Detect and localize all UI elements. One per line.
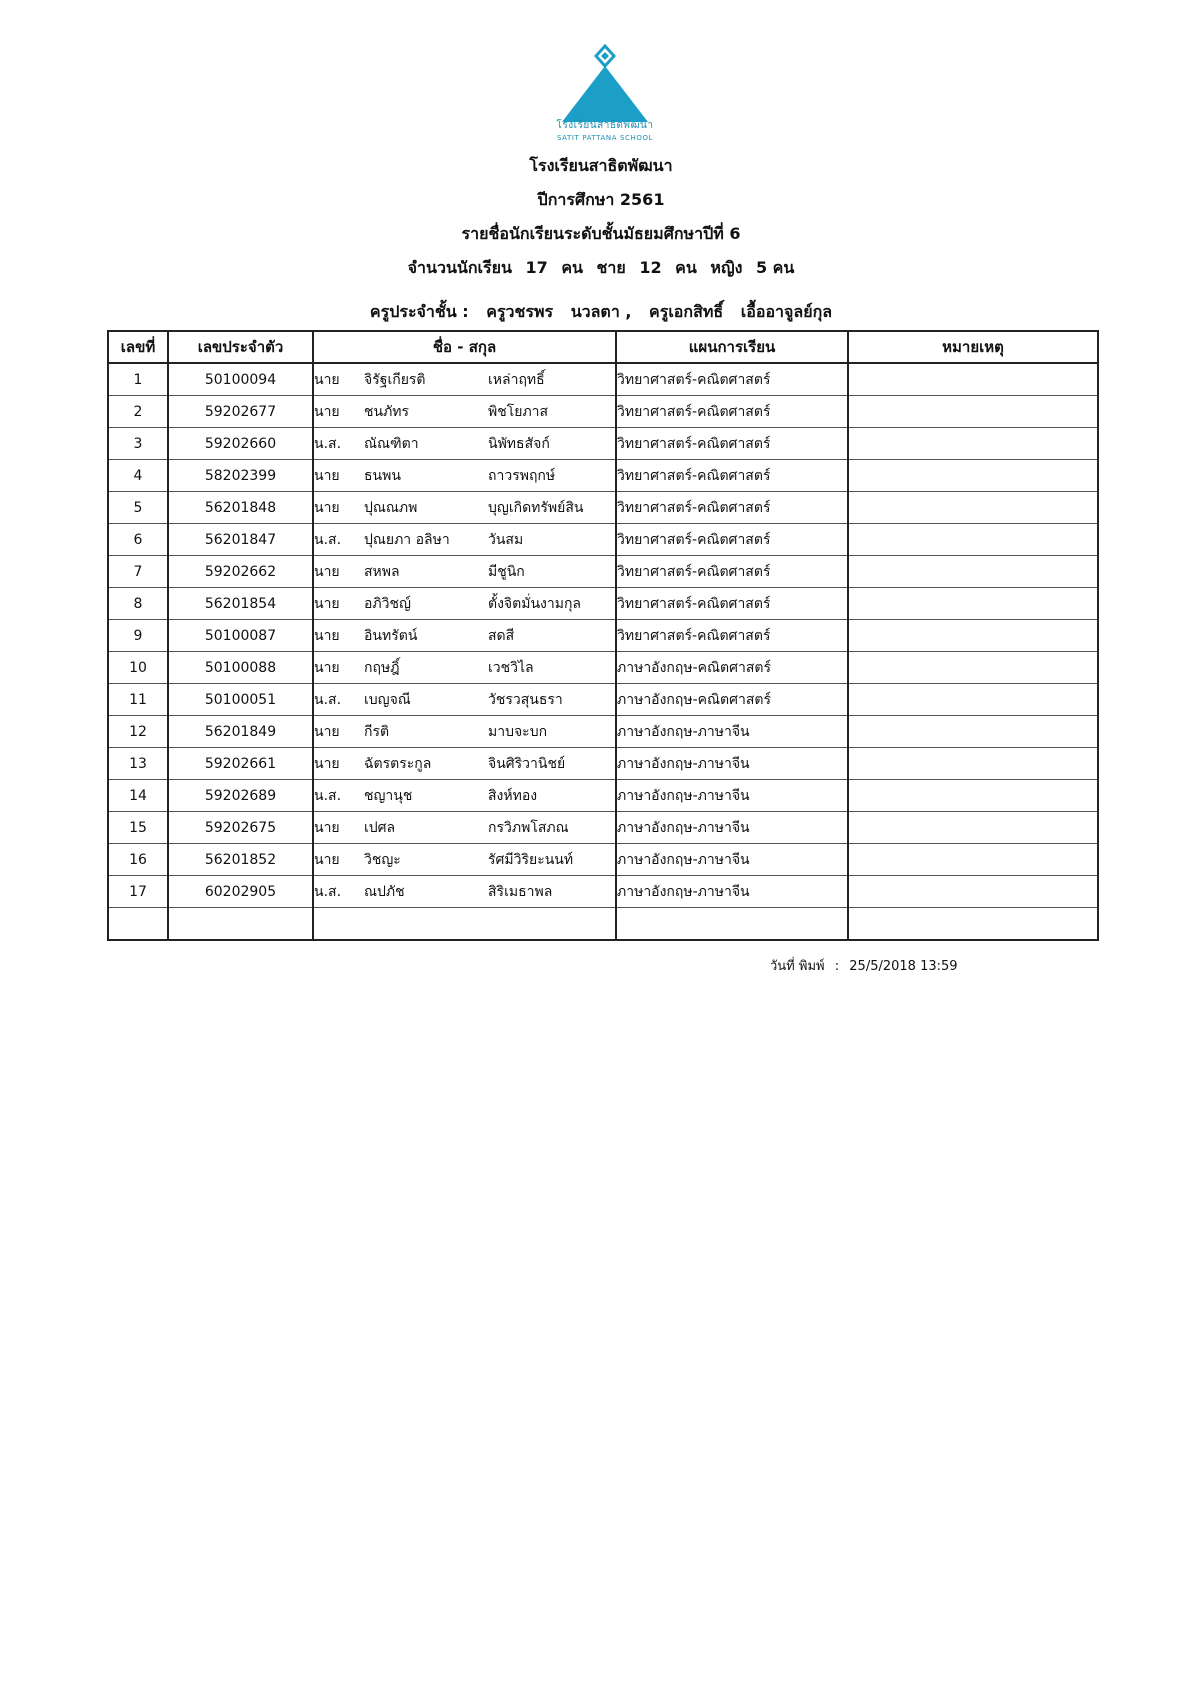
cell-name [313,748,616,780]
cell-remarks [848,524,1098,556]
male-label: ชาย [596,258,626,277]
cell-name [313,812,616,844]
cell-name [313,492,616,524]
table-row [108,588,1098,620]
print-date-value: 25/5/2018 13:59 [849,959,958,974]
table-row [108,876,1098,908]
empty-cell [108,908,168,941]
cell-program: วิทยาศาสตร์-คณิตศาสตร์ [616,492,848,524]
cell-remarks [848,492,1098,524]
cell-remarks [848,396,1098,428]
cell-program: วิทยาศาสตร์-คณิตศาสตร์ [616,460,848,492]
cell-program: ภาษาอังกฤษ-ภาษาจีน [616,812,848,844]
cell-program: ภาษาอังกฤษ-ภาษาจีน [616,876,848,908]
cell-student-id: 59202689 [168,780,313,812]
cell-program: วิทยาศาสตร์-คณิตศาสตร์ [616,588,848,620]
cell-program: ภาษาอังกฤษ-คณิตศาสตร์ [616,652,848,684]
cell-name [313,652,616,684]
table-row [108,363,1098,396]
cell-number: 11 [108,684,168,716]
name-prefix: นาย [314,723,340,740]
table-row [108,652,1098,684]
name-prefix: นาย [314,371,340,388]
first-name: เบญจณี [364,691,411,708]
cell-name [313,396,616,428]
student-roster-table [107,330,1099,941]
first-name: ชญานุช [364,787,413,804]
cell-name [313,684,616,716]
cell-number: 3 [108,428,168,460]
teacher-2-first: ครูเอกสิทธิ์ [649,302,724,321]
cell-student-id: 56201847 [168,524,313,556]
last-name: เหล่าฤทธิ์ [488,371,545,388]
name-prefix: น.ส. [314,787,342,804]
unit-2: คน [675,258,697,277]
cell-remarks [848,844,1098,876]
cell-remarks [848,780,1098,812]
last-name: สิงห์ทอง [488,787,538,804]
cell-student-id: 50100094 [168,363,313,396]
header-program: แผนการเรียน [616,331,848,363]
cell-program: ภาษาอังกฤษ-ภาษาจีน [616,780,848,812]
cell-student-id: 56201852 [168,844,313,876]
table-row [108,716,1098,748]
first-name: ชนภัทร [364,403,410,420]
total-count: 17 [525,258,548,277]
cell-name [313,556,616,588]
unit-1: คน [561,258,583,277]
cell-remarks [848,652,1098,684]
first-name: เปศล [364,819,396,836]
cell-name [313,428,616,460]
header-remarks: หมายเหตุ [848,331,1098,363]
table-row [108,812,1098,844]
logo-caption [530,118,680,142]
cell-number: 9 [108,620,168,652]
cell-program: ภาษาอังกฤษ-ภาษาจีน [616,748,848,780]
first-name: ณปภัช [364,883,405,900]
cell-number: 4 [108,460,168,492]
first-name: ฉัตรตระกูล [364,755,432,772]
count-label: จำนวนนักเรียน [407,258,512,277]
cell-remarks [848,620,1098,652]
cell-name [313,460,616,492]
last-name: เวชวิไล [488,659,534,676]
name-prefix: นาย [314,659,340,676]
cell-number: 17 [108,876,168,908]
print-date [770,955,964,976]
name-prefix: น.ส. [314,691,342,708]
name-prefix: นาย [314,499,340,516]
student-count-line [0,256,1202,281]
print-label: วันที่ พิมพ์ [770,959,825,974]
cell-student-id: 58202399 [168,460,313,492]
first-name: อภิวิชญ์ [364,595,411,612]
cell-student-id: 50100088 [168,652,313,684]
cell-number: 16 [108,844,168,876]
last-name: รัศมีวิริยะนนท์ [488,851,574,868]
cell-program: ภาษาอังกฤษ-คณิตศาสตร์ [616,684,848,716]
teacher-1-last: นวลตา , [570,302,632,321]
cell-program: ภาษาอังกฤษ-ภาษาจีน [616,844,848,876]
cell-number: 14 [108,780,168,812]
cell-remarks [848,748,1098,780]
cell-program: วิทยาศาสตร์-คณิตศาสตร์ [616,556,848,588]
last-name: สิริเมธาพล [488,883,553,900]
cell-number: 7 [108,556,168,588]
header-name: ชื่อ - สกุล [313,331,616,363]
cell-number: 12 [108,716,168,748]
first-name: วิชญะ [364,851,401,868]
school-name: โรงเรียนสาธิตพัฒนา [529,156,673,175]
name-prefix: น.ส. [314,883,342,900]
first-name: ณัณฑิตา [364,435,419,452]
first-name: กีรติ [364,723,390,740]
last-name: จินศิริวานิชย์ [488,755,566,772]
last-name: วัชรวสุนธรา [488,691,563,708]
header-number: เลขที่ [108,331,168,363]
table-row [108,428,1098,460]
table-header-row [108,331,1098,363]
cell-number: 6 [108,524,168,556]
table-row [108,844,1098,876]
print-separator: : [834,959,840,974]
last-name: สดสี [488,627,515,644]
cell-name [313,780,616,812]
cell-remarks [848,876,1098,908]
cell-program: วิทยาศาสตร์-คณิตศาสตร์ [616,428,848,460]
cell-number: 8 [108,588,168,620]
logo-eng-text: SATIT PATTANA SCHOOL [556,134,654,142]
cell-number: 5 [108,492,168,524]
cell-number: 13 [108,748,168,780]
table-row [108,396,1098,428]
last-name: นิพัทธสัจก์ [488,435,550,452]
table-body [108,363,1098,940]
cell-student-id: 59202677 [168,396,313,428]
last-name: วันสม [488,531,524,548]
cell-student-id: 56201848 [168,492,313,524]
list-title: รายชื่อนักเรียนระดับชั้นมัธยมศึกษาปีที่ 6 [461,224,741,243]
cell-name [313,524,616,556]
name-prefix: นาย [314,403,340,420]
cell-number: 2 [108,396,168,428]
cell-name [313,588,616,620]
first-name: ธนพน [364,467,401,484]
cell-program: วิทยาศาสตร์-คณิตศาสตร์ [616,620,848,652]
last-name: ถาวรพฤกษ์ [488,467,556,484]
header-student-id: เลขประจำตัว [168,331,313,363]
last-name: ตั้งจิตมั่นงามกุล [488,595,582,612]
cell-student-id: 56201854 [168,588,313,620]
name-prefix: น.ส. [314,531,342,548]
logo-thai-text: โรงเรียนสาธิตพัฒนา [556,120,654,131]
cell-student-id: 56201849 [168,716,313,748]
first-name: กฤษฎิ์ [364,659,400,676]
name-prefix: นาย [314,595,340,612]
last-name: มีชูนิก [488,563,525,580]
empty-cell [848,908,1098,941]
last-name: บุญเกิดทรัพย์สิน [488,499,584,516]
cell-remarks [848,556,1098,588]
female-count: 5 คน [755,258,795,277]
cell-remarks [848,716,1098,748]
cell-remarks [848,812,1098,844]
cell-student-id: 59202660 [168,428,313,460]
cell-student-id: 50100087 [168,620,313,652]
first-name: สหพล [364,563,400,580]
cell-remarks [848,460,1098,492]
first-name: ปุณยภา อลิษา [364,531,450,548]
first-name: จิรัฐเกียรติ [364,371,426,388]
cell-student-id: 60202905 [168,876,313,908]
name-prefix: นาย [314,851,340,868]
teacher-1-first: ครูวชรพร [486,302,554,321]
cell-student-id: 59202662 [168,556,313,588]
last-name: พิชโยภาส [488,403,549,420]
academic-year: ปีการศึกษา 2561 [537,190,665,209]
first-name: อินทรัตน์ [364,627,418,644]
cell-remarks [848,684,1098,716]
last-name: มาบจะบก [488,723,548,740]
table-row-empty [108,908,1098,941]
table-row [108,556,1098,588]
table-row [108,492,1098,524]
cell-name [313,363,616,396]
cell-program: วิทยาศาสตร์-คณิตศาสตร์ [616,396,848,428]
empty-cell [313,908,616,941]
cell-remarks [848,428,1098,460]
table-row [108,524,1098,556]
table-row [108,748,1098,780]
empty-cell [168,908,313,941]
male-count: 12 [639,258,662,277]
table-row [108,460,1098,492]
teacher-label: ครูประจำชั้น : [369,302,469,321]
cell-number: 15 [108,812,168,844]
name-prefix: น.ส. [314,435,342,452]
female-label: หญิง [710,258,743,277]
cell-student-id: 59202661 [168,748,313,780]
teacher-2-last: เอื้ออาจูลย์กุล [740,302,833,321]
last-name: กรวิภพโสภณ [488,819,569,836]
cell-name [313,876,616,908]
cell-number: 1 [108,363,168,396]
cell-remarks [848,588,1098,620]
homeroom-teachers [0,300,1202,325]
cell-name [313,716,616,748]
cell-program: ภาษาอังกฤษ-ภาษาจีน [616,716,848,748]
cell-program: วิทยาศาสตร์-คณิตศาสตร์ [616,524,848,556]
table-row [108,780,1098,812]
cell-student-id: 50100051 [168,684,313,716]
cell-name [313,620,616,652]
table-row [108,620,1098,652]
cell-program: วิทยาศาสตร์-คณิตศาสตร์ [616,363,848,396]
name-prefix: นาย [314,755,340,772]
cell-remarks [848,363,1098,396]
table-row [108,684,1098,716]
cell-number: 10 [108,652,168,684]
cell-student-id: 59202675 [168,812,313,844]
name-prefix: นาย [314,627,340,644]
name-prefix: นาย [314,819,340,836]
first-name: ปุณณภพ [364,499,418,516]
cell-name [313,844,616,876]
name-prefix: นาย [314,467,340,484]
name-prefix: นาย [314,563,340,580]
empty-cell [616,908,848,941]
